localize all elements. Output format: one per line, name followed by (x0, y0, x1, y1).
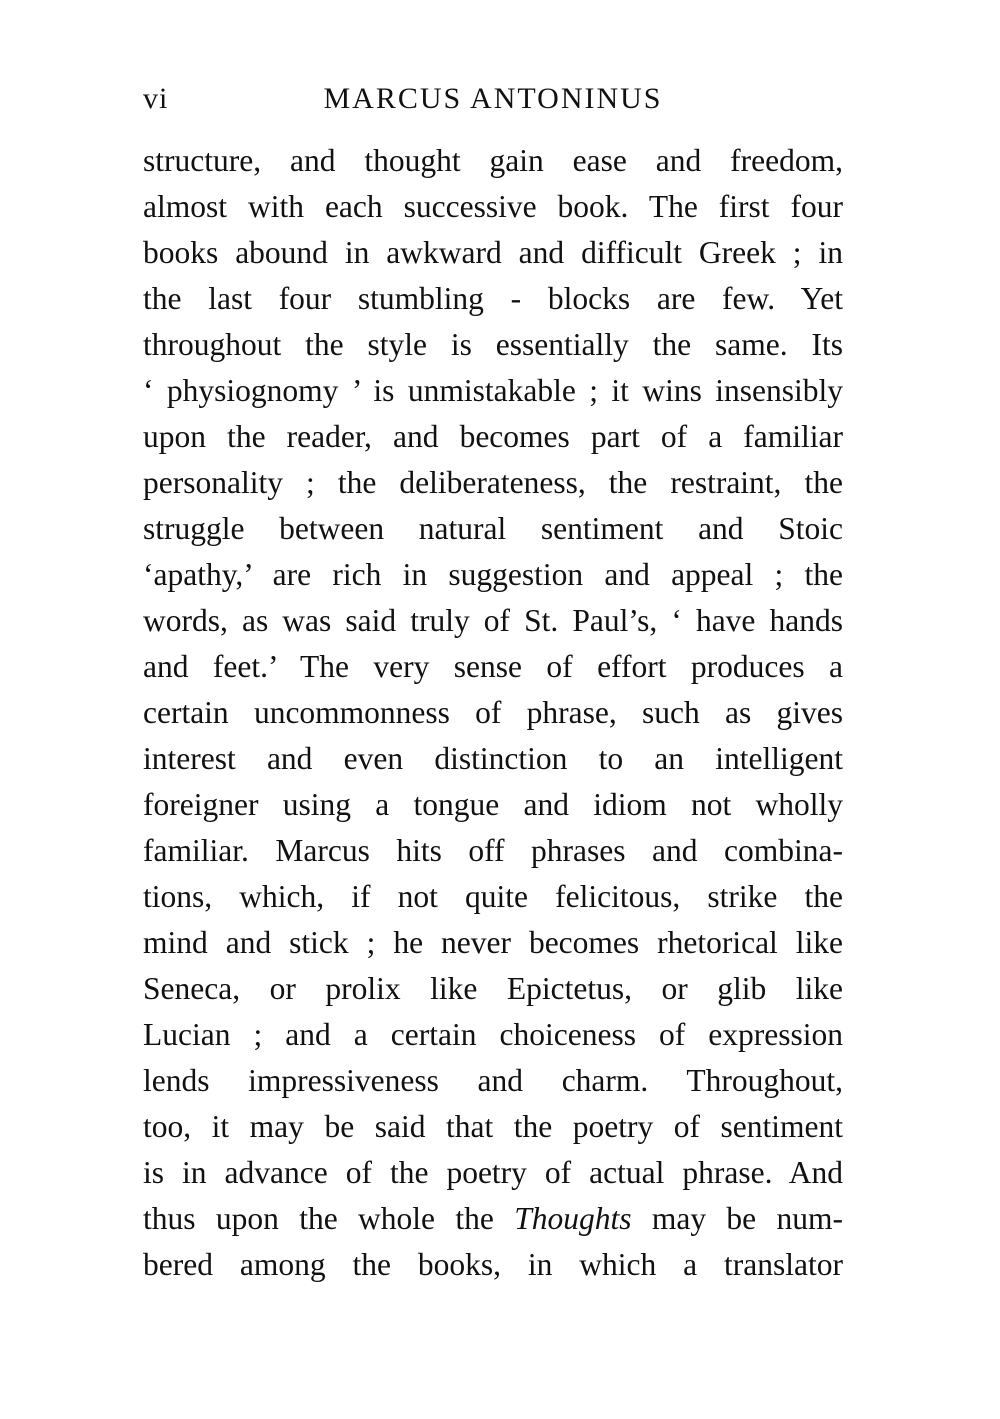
text-line: Seneca, or prolix like Epictetus, or glib like (143, 971, 843, 1006)
text-line: foreigner using a tongue and idiom not wholly (143, 787, 843, 822)
text-line: upon the reader, and becomes part of a familiar (143, 419, 843, 454)
body-text (143, 138, 843, 1288)
page-header (143, 82, 843, 122)
text-line: and feet.’ The very sense of effort produces a (143, 649, 843, 684)
text-line: words, as was said truly of St. Paul’s, ‘ have hands (143, 603, 843, 638)
text-line: is in advance of the poetry of actual phrase. And (143, 1155, 843, 1190)
text-line: tions, which, if not quite felicitous, strike the (143, 879, 843, 914)
text-line (143, 1196, 843, 1242)
text-line: bered among the books, in which a translator (143, 1247, 843, 1282)
text-line: books abound in awkward and difficult Greek ; in (143, 235, 843, 270)
text-line: struggle between natural sentiment and Stoic (143, 511, 843, 546)
text-line: familiar. Marcus hits off phrases and combina- (143, 833, 843, 868)
book-title-italic: Thoughts (514, 1201, 632, 1236)
text-segment: thus upon the whole the (143, 1201, 515, 1236)
page-number: vi (143, 82, 169, 115)
text-line: lends impressiveness and charm. Throughout, (143, 1063, 843, 1098)
text-line: interest and even distinction to an intelligent (143, 741, 843, 776)
text-line: certain uncommonness of phrase, such as gives (143, 695, 843, 730)
text-line: mind and stick ; he never becomes rhetorical like (143, 925, 843, 960)
text-line: ‘apathy,’ are rich in suggestion and appeal ; the (143, 557, 843, 592)
text-line: ‘ physiognomy ’ is unmistakable ; it wins insensibly (143, 373, 843, 408)
running-title: MARCUS ANTONINUS (323, 82, 663, 115)
text-line: Lucian ; and a certain choiceness of expression (143, 1017, 843, 1052)
text-line: almost with each successive book. The first four (143, 189, 843, 224)
text-segment: may be num- (631, 1201, 843, 1236)
text-line: too, it may be said that the poetry of sentiment (143, 1109, 843, 1144)
text-line: the last four stumbling - blocks are few. Yet (143, 281, 843, 316)
text-line: personality ; the deliberateness, the restraint, the (143, 465, 843, 500)
text-line: structure, and thought gain ease and freedom, (143, 143, 843, 178)
text-line: throughout the style is essentially the same. Its (143, 327, 843, 362)
